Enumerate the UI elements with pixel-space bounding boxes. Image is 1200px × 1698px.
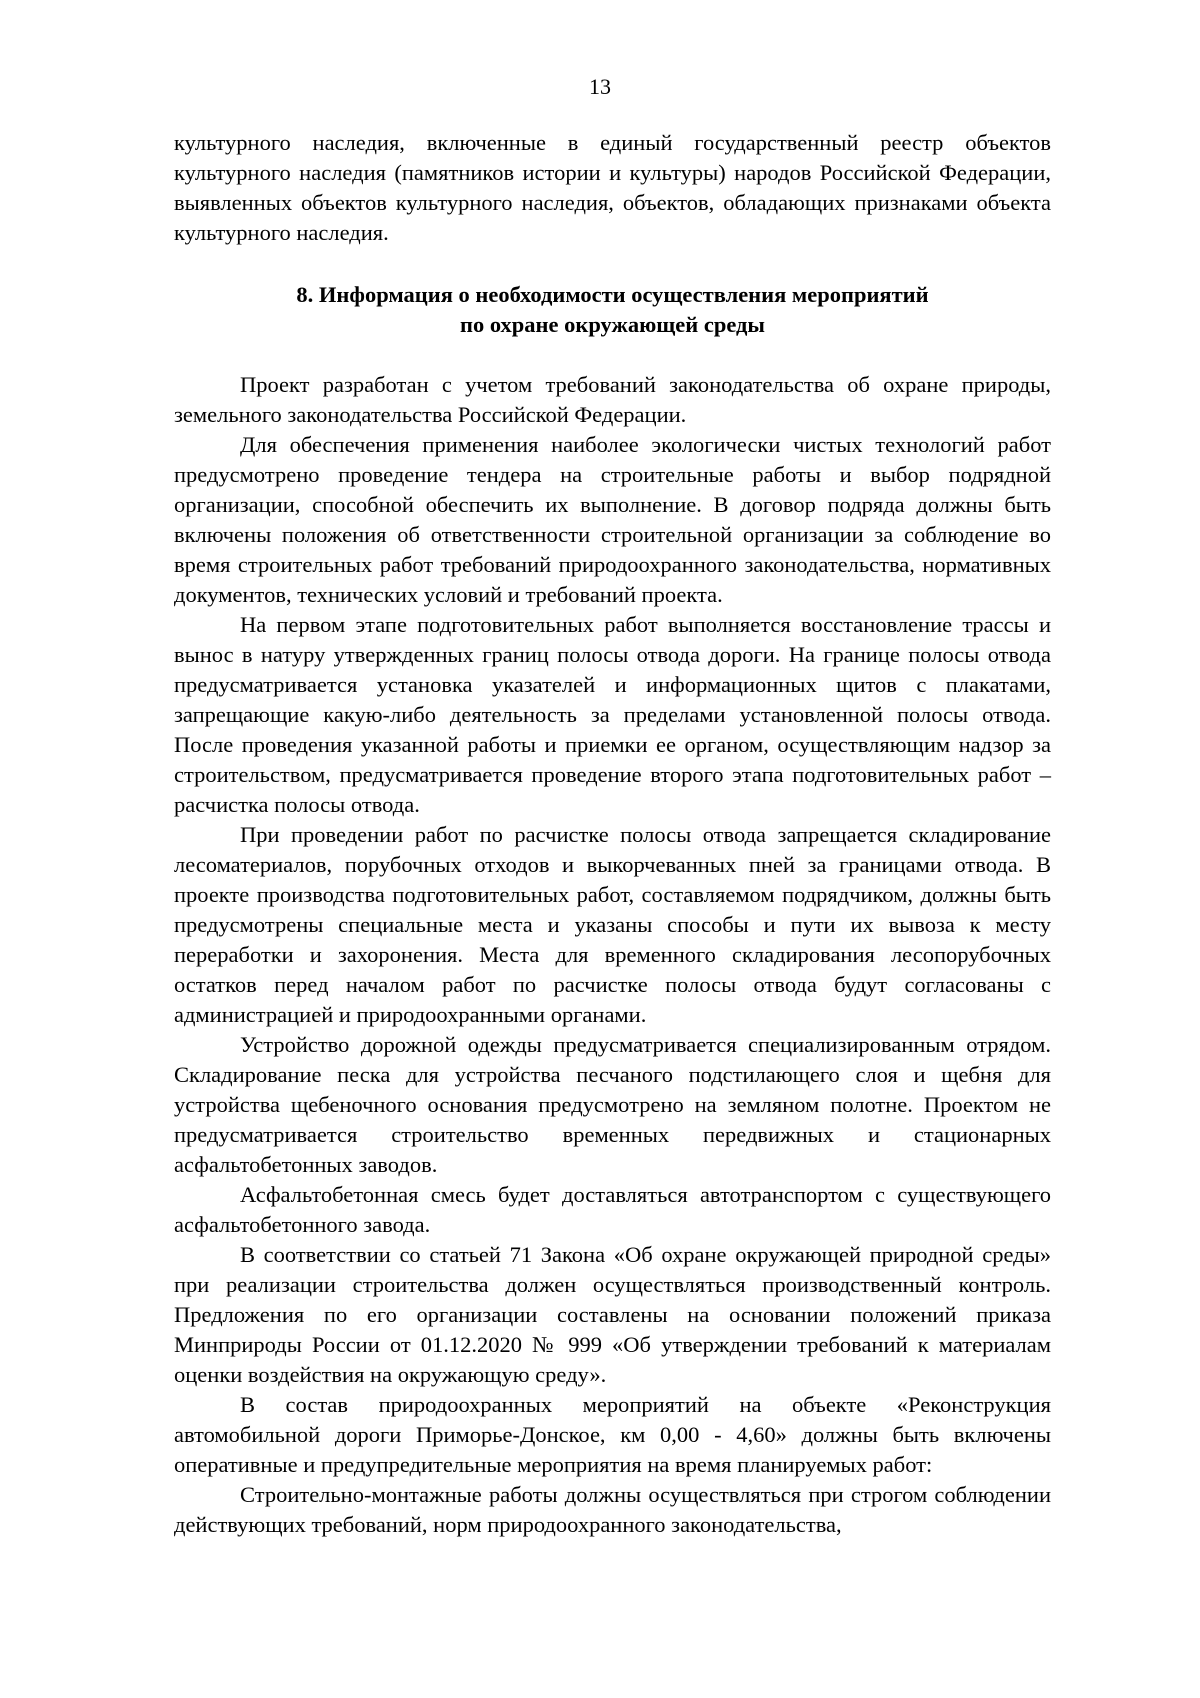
paragraph-clearing: При проведении работ по расчистке полосы отвода запрещается складирование лесоматериалов, порубочных отходов и выкорчеванных пней за границами отвода. В проекте производства подготовительных работ, составляемом подрядчиком, должны быть предусмотрены специальные места и указаны способы и пути их вывоза к месту переработки и захоронения. Места для временного складирования лесопорубочных остатков перед началом работ по расчистке полосы отвода будут согласованы с администрацией и природоохранными органами. xyxy=(174,822,1051,1027)
intro-block xyxy=(174,128,1051,248)
paragraph-first-stage: На первом этапе подготовительных работ выполняется восстановление трассы и вынос в натуру утвержденных границ полосы отвода дороги. На границе полосы отвода предусматривается установка указателей и информационных щитов с плакатами, запрещающие какую-либо деятельность за пределами установленной полосы отвода. После проведения указанной работы и приемки ее органом, осуществляющим надзор за строительством, предусматривается проведение второго этапа подготовительных работ – расчистка полосы отвода. xyxy=(174,612,1051,817)
section-heading-line-1: 8. Информация о необходимости осуществления мероприятий xyxy=(296,282,929,307)
section-heading xyxy=(174,280,1051,340)
paragraph-project-basis: Проект разработан с учетом требований законодательства об охране природы, земельного законодательства Российской Федерации. xyxy=(174,372,1051,427)
page-number: 13 xyxy=(589,74,611,99)
paragraph-tender: Для обеспечения применения наиболее экологически чистых технологий работ предусмотрено проведение тендера на строительные работы и выбор подрядной организации, способной обеспечить их выполнение. В договор подряда должны быть включены положения об ответственности строительной организации за соблюдение во время строительных работ требований природоохранного законодательства, нормативных документов, технических условий и требований проекта. xyxy=(174,432,1051,607)
paragraph-construction-works: Строительно-монтажные работы должны осуществляться при строгом соблюдении действующих требований, норм природоохранного законодательства, xyxy=(174,1482,1051,1537)
paragraph-production-control: В соответствии со статьей 71 Закона «Об охране окружающей природной среды» при реализации строительства должен осуществляться производственный контроль. Предложения по его организации составлены на основании положений приказа Минприроды России от 01.12.2020 № 999 «Об утверждении требований к материалам оценки воздействия на окружающую среду». xyxy=(174,1242,1051,1387)
paragraph-pavement: Устройство дорожной одежды предусматривается специализированным отрядом. Складирование песка для устройства песчаного подстилающего слоя и щебня для устройства щебеночного основания предусмотрено на земляном полотне. Проектом не предусматривается строительство временных передвижных и стационарных асфальтобетонных заводов. xyxy=(174,1032,1051,1177)
section-heading-line-2: по охране окружающей среды xyxy=(460,312,765,337)
paragraph-measures-list-intro: В состав природоохранных мероприятий на объекте «Реконструкция автомобильной дороги Приморье-Донское, км 0,00 - 4,60» должны быть включены оперативные и предупредительные мероприятия на время планируемых работ: xyxy=(174,1392,1051,1477)
intro-paragraph: культурного наследия, включенные в единый государственный реестр объектов культурного наследия (памятников истории и культуры) народов Российской Федерации, выявленных объектов культурного наследия, объектов, обладающих признаками объекта культурного наследия. xyxy=(174,130,1051,245)
section-body xyxy=(174,370,1051,1540)
paragraph-asphalt-delivery: Асфальтобетонная смесь будет доставляться автотранспортом с существующего асфальтобетонного завода. xyxy=(174,1182,1051,1237)
